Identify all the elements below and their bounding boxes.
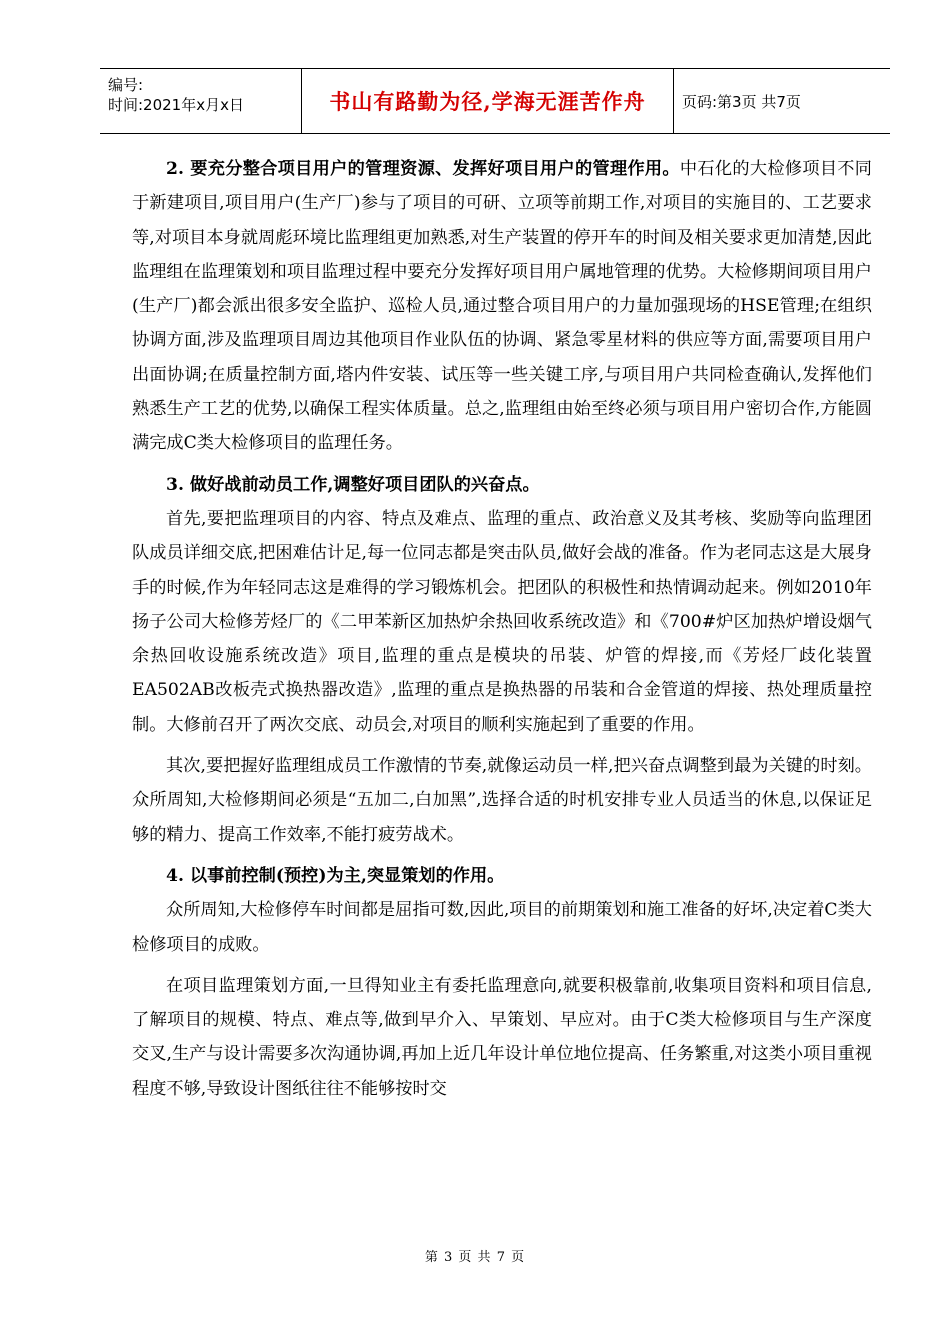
section-heading: 3. 做好战前动员工作,调整好项目团队的兴奋点。: [166, 474, 540, 495]
section-heading: 2. 要充分整合项目用户的管理资源、发挥好项目用户的管理作用。: [166, 159, 680, 179]
paragraph: 其次,要把握好监理组成员工作激情的节奏,就像运动员一样,把兴奋点调整到最为关键的时刻。众所周知,大检修期间必须是“五加二,白加黑”,选择合适的时机安排专业人员适当的休息,以保证足够的精力、提高工作效率,不能打疲劳战术。: [132, 756, 872, 845]
document-header: [100, 68, 890, 134]
document-number-label: 编号:: [108, 76, 144, 94]
document-body: [132, 152, 872, 1106]
paragraph: 在项目监理策划方面,一旦得知业主有委托监理意向,就要积极靠前,收集项目资料和项目信息,了解项目的规模、特点、难点等,做到早介入、早策划、早应对。由于C类大检修项目与生产深度交叉,生产与设计需要多次沟通协调,再加上近几年设计单位地位提高、任务繁重,对这类小项目重视程度不够,导致设计图纸往往不能够按时交: [132, 975, 872, 1099]
header-meta: [100, 69, 302, 133]
document-time-label: 时间:2021年x月x日: [108, 96, 244, 114]
page-footer: 第 3 页 共 7 页: [424, 1250, 526, 1265]
paragraph-text: 中石化的大检修项目不同于新建项目,项目用户(生产厂)参与了项目的可研、立项等前期工作,对项目的实施目的、工艺要求等,对项目本身就周彪环境比监理组更加熟悉,对生产装置的停开车的时间及相关要求更加清楚,因此监理组在监理策划和项目监理过程中要充分发挥好项目用户属地管理的优势。大检修期间项目用户(生产厂)都会派出很多安全监护、巡检人员,通过整合项目用户的力量加强现场的HSE管理;在组织协调方面,涉及监理项目周边其他项目作业队伍的协调、紧急零星材料的供应等方面,需要项目用户出面协调;在质量控制方面,塔内件安装、试压等一些关键工序,与项目用户共同检查确认,发挥他们熟悉生产工艺的优势,以确保工程实体质量。总之,监理组由始至终必须与项目用户密切合作,方能圆满完成C类大检修项目的监理任务。: [132, 159, 872, 454]
paragraph: [132, 152, 872, 461]
header-motto: 书山有路勤为径,学海无涯苦作舟: [302, 69, 674, 133]
header-page-info: 页码:第3页 共7页: [682, 92, 801, 111]
paragraph: 首先,要把监理项目的内容、特点及难点、监理的重点、政治意义及其考核、奖励等向监理团队成员详细交底,把困难估计足,每一位同志都是突击队员,做好会战的准备。作为老同志这是大展身手的时候,作为年轻同志这是难得的学习锻炼机会。把团队的积极性和热情调动起来。例如2010年扬子公司大检修芳烃厂的《二甲苯新区加热炉余热回收系统改造》和《700#炉区加热炉增设烟气余热回收设施系统改造》项目,监理的重点是模块的吊装、炉管的焊接,而《芳烃厂歧化装置EA502AB改板壳式换热器改造》,监理的重点是换热器的吊装和合金管道的焊接、热处理质量控制。大修前召开了两次交底、动员会,对项目的顺利实施起到了重要的作用。: [132, 508, 872, 735]
paragraph: 众所周知,大检修停车时间都是屈指可数,因此,项目的前期策划和施工准备的好坏,决定着C类大检修项目的成败。: [132, 900, 872, 955]
section-heading: 4. 以事前控制(预控)为主,突显策划的作用。: [166, 865, 505, 886]
